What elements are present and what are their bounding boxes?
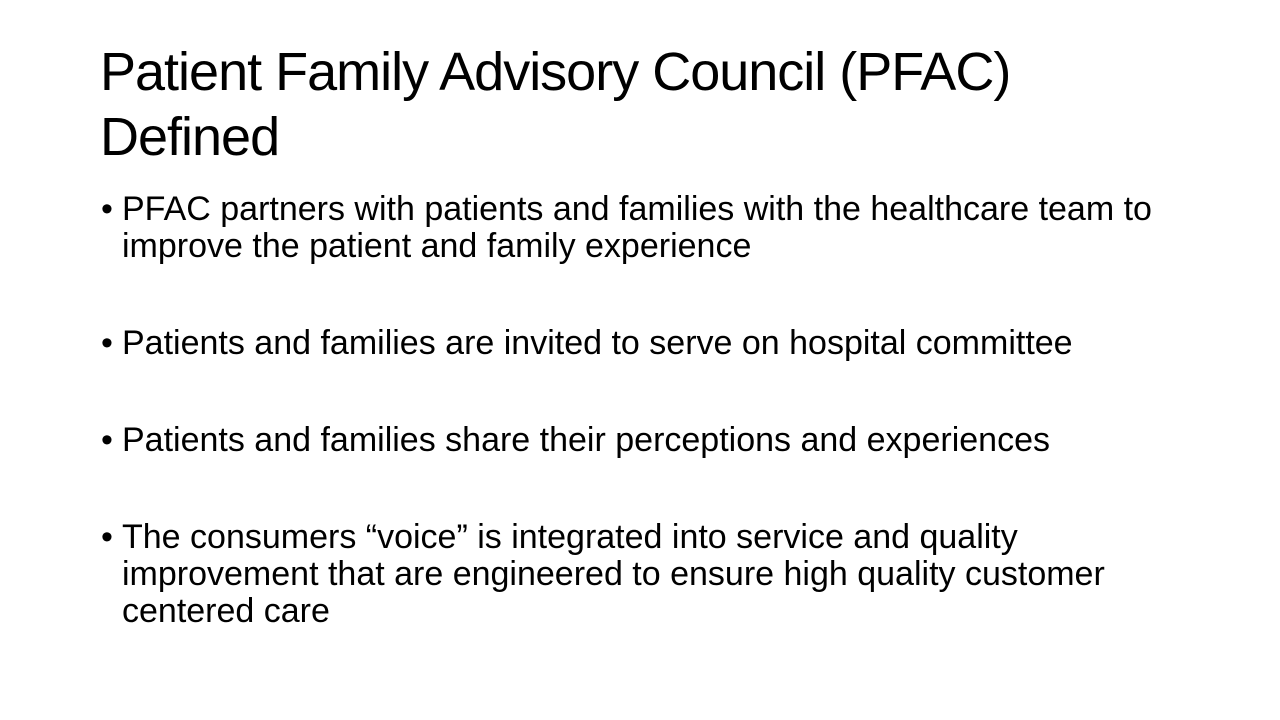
bullet-marker-icon: •: [101, 324, 113, 362]
bullet-list: [100, 191, 1182, 690]
bullet-item: [100, 325, 1182, 362]
bullet-text: PFAC partners with patients and families with the healthcare team to improve the patient and family experience: [122, 190, 1152, 265]
bullet-marker-icon: •: [101, 518, 113, 556]
bullet-marker-icon: •: [101, 421, 113, 459]
bullet-text: Patients and families share their perceptions and experiences: [122, 421, 1050, 459]
bullet-text: Patients and families are invited to serve on hospital committee: [122, 324, 1073, 362]
bullet-item: [100, 422, 1182, 459]
bullet-text: The consumers “voice” is integrated into service and quality improvement that are engineered to ensure high quality customer centered care: [122, 518, 1105, 630]
bullet-marker-icon: •: [101, 190, 113, 228]
bullet-item: [100, 191, 1182, 265]
bullet-item: [100, 519, 1182, 630]
slide-title: Patient Family Advisory Council (PFAC) Defined: [100, 42, 1011, 167]
